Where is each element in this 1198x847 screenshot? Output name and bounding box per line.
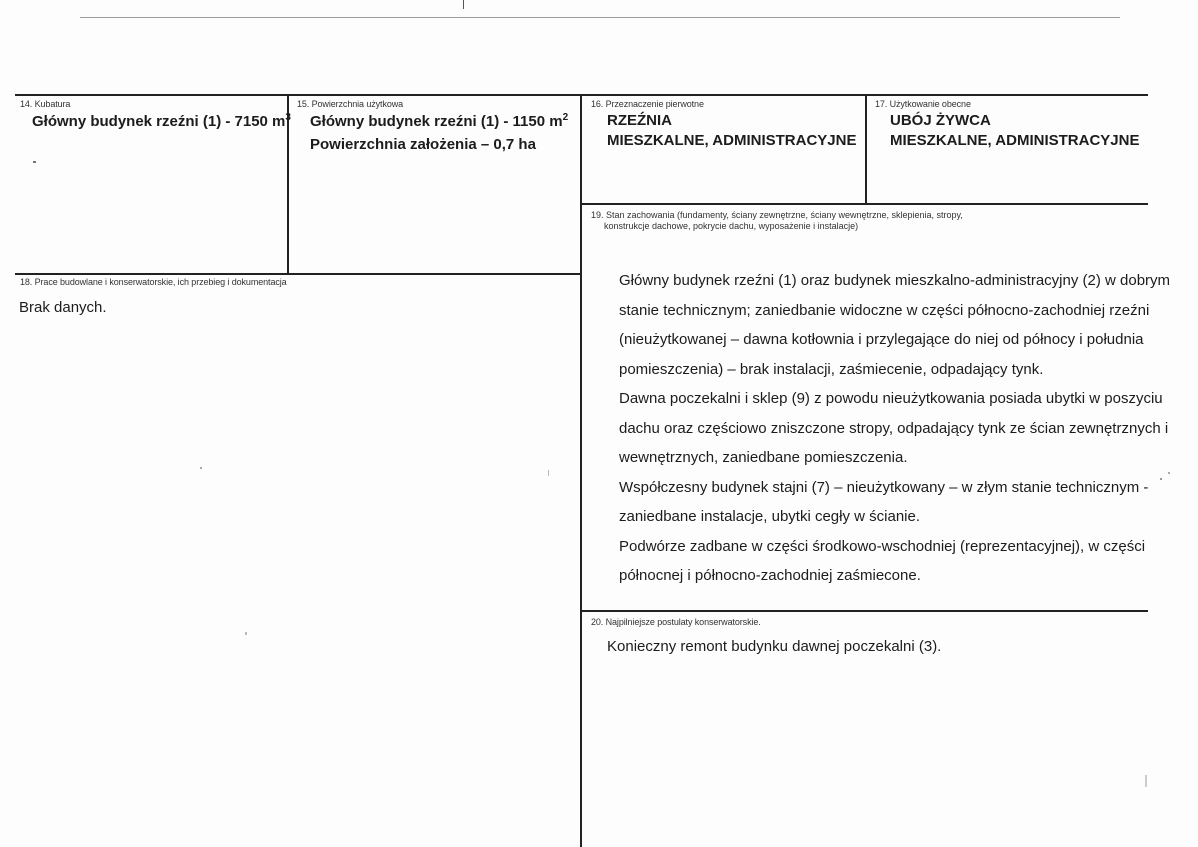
divider-16-17 (865, 95, 867, 204)
scan-speck (1160, 478, 1162, 480)
box19-line: Współczesny budynek stajni (7) – nieużytkowany – w złym stanie technicznym - (619, 478, 1149, 496)
box14-value-text: Główny budynek rzeźni (1) - 7150 m (32, 113, 286, 130)
box19-line: stanie technicznym; zaniedbanie widoczne w części północno-zachodniej rzeźni (619, 301, 1150, 319)
box15-line1-text: Główny budynek rzeźni (1) - 1150 m (310, 113, 563, 130)
box19-line: północnej i północno-zachodniej zaśmiecone. (619, 567, 921, 584)
box19-line: Podwórze zadbane w części środkowo-wschodniej (reprezentacyjnej), w części (619, 537, 1146, 555)
top-faint-line (80, 17, 1120, 18)
top-tick (463, 0, 464, 9)
box14-label: 14. Kubatura (20, 99, 71, 109)
box18-value: Brak danych. (19, 299, 107, 316)
scan-speck (1145, 775, 1147, 787)
box15-line1 (310, 113, 568, 130)
box20-label: 20. Najpilniejsze postulaty konserwatorskie. (591, 617, 761, 627)
box17-line1: UBÓJ ŻYWCA (890, 112, 991, 129)
box19-line: (nieużytkowanej – dawna kotłownia i przylegające do niej od północy i południa (619, 331, 1144, 348)
divider-left-right (580, 95, 582, 847)
rule-above-18 (15, 273, 581, 275)
box15-label: 15. Powierzchnia użytkowa (297, 99, 404, 109)
rule-above-20 (581, 610, 1148, 612)
box19-line: wewnętrznych, zaniedbane pomieszczenia. (619, 449, 908, 466)
scan-speck (245, 632, 247, 635)
box17-label: 17. Użytkowanie obecne (875, 99, 971, 109)
box19-label-line2: konstrukcje dachowe, pokrycie dachu, wyposażenie i instalacje) (604, 221, 859, 231)
scan-speck (200, 467, 202, 469)
box15-line2: Powierzchnia założenia – 0,7 ha (310, 136, 536, 153)
box19-line: Dawna poczekalni i sklep (9) z powodu nieużytkowania posiada ubytki w poszyciu (619, 390, 1163, 407)
box19-line: dachu oraz częściowo zniszczone stropy, odpadający tynk ze ścian zewnętrznych i (619, 419, 1169, 437)
box19-description (619, 266, 1171, 591)
box16-line1: RZEŹNIA (607, 112, 672, 129)
scan-speck (548, 470, 549, 476)
box19-line: zaniedbane instalacje, ubytki cegły w ścianie. (619, 508, 921, 525)
rule-below-16-17 (581, 203, 1148, 205)
box19-label-line1: 19. Stan zachowania (fundamenty, ściany zewnętrzne, ściany wewnętrzne, sklepienia, stropy, (591, 210, 963, 220)
box16-line2: MIESZKALNE, ADMINISTRACYJNE (607, 132, 857, 149)
box20-value: Konieczny remont budynku dawnej poczekalni (3). (607, 638, 942, 655)
scan-speck (1168, 472, 1170, 474)
scan-speck (33, 161, 36, 163)
box14-value-sup: 3 (285, 112, 291, 123)
box17-line2: MIESZKALNE, ADMINISTRACYJNE (890, 132, 1140, 149)
box16-label: 16. Przeznaczenie pierwotne (591, 99, 704, 109)
box18-label: 18. Prace budowlane i konserwatorskie, ich przebieg i dokumentacja (20, 277, 287, 287)
box19-line: pomieszczenia) – brak instalacji, zaśmiecenie, odpadający tynk. (619, 360, 1044, 378)
box15-line1-sup: 2 (562, 112, 569, 123)
box14-value (32, 113, 291, 130)
box19-line: Główny budynek rzeźni (1) oraz budynek mieszkalno-administracyjny (2) w dobrym (619, 272, 1171, 289)
